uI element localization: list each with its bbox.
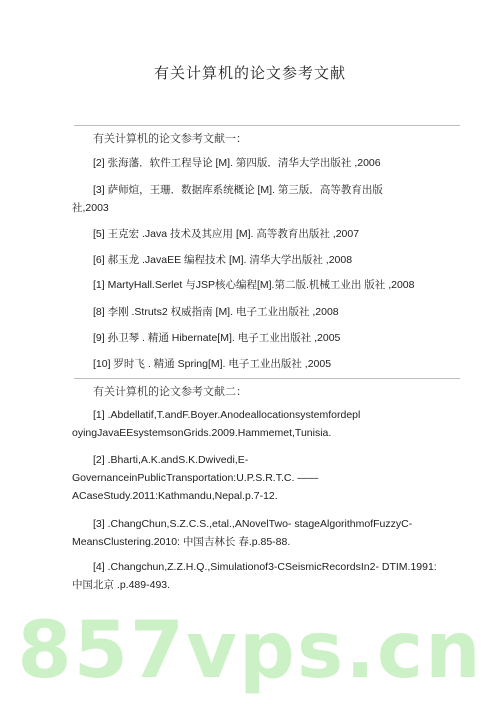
reference-entry <box>93 276 463 294</box>
reference-line: [3] 萨师煊，王珊．数据库系统概论 [M]. 第三版．高等教育出版 <box>93 184 383 196</box>
reference-entry <box>93 225 463 243</box>
divider-top <box>74 125 460 126</box>
reference-line: oyingJavaEEsystemsonGrids.2009.Hammemet,Tunisia. <box>72 427 332 439</box>
reference-entry <box>93 329 463 347</box>
page-title: 有关计算机的论文参考文献 <box>153 64 346 82</box>
reference-entry <box>72 181 463 217</box>
section-heading-2: 有关计算机的论文参考文献二： <box>93 385 247 398</box>
divider-middle <box>74 378 460 379</box>
reference-line: [5] 王克宏 .Java 技术及其应用 [M]. 高等教育出版社 ,2007 <box>93 228 360 240</box>
reference-line: GovernanceinPublicTransportation:U.P.S.R.T.C. —— <box>72 472 319 484</box>
reference-entry <box>72 406 463 442</box>
reference-line: [4] .Changchun,Z.Z.H.Q.,Simulationof3-CSeismicRecordsIn2- DTIM.1991: <box>93 561 437 573</box>
reference-entry <box>93 303 463 321</box>
reference-entry <box>72 451 463 505</box>
reference-line: 中国北京 .p.489-493. <box>72 579 171 591</box>
reference-line: [2] .Bharti,A.K.andS.K.Dwivedi,E- <box>93 454 249 466</box>
reference-line: [3] .ChangChun,S.Z.C.S.,etal.,ANovelTwo- stageAlgorithmofFuzzyC- <box>93 518 413 530</box>
reference-line: [1] MartyHall.Serlet 与JSP核心编程[M].第二版.机械工业出 版社 ,2008 <box>93 279 415 291</box>
reference-line: [9] 孙卫琴 . 精通 Hibernate[M]. 电子工业出版社 ,2005 <box>93 332 341 344</box>
reference-entry <box>72 558 463 594</box>
reference-line: ACaseStudy.2011:Kathmandu,Nepal.p.7-12. <box>72 490 278 502</box>
reference-entry <box>72 515 463 551</box>
reference-line: [6] 郝玉龙 .JavaEE 编程技术 [M]. 清华大学出版社 ,2008 <box>93 254 353 266</box>
reference-entry <box>93 355 463 373</box>
reference-entry <box>93 251 463 269</box>
reference-line: [10] 罗时飞 . 精通 Spring[M]. 电子工业出版社 ,2005 <box>93 358 332 370</box>
reference-line: [2] 张海藩．软件工程导论 [M]. 第四版．清华大学出版社 ,2006 <box>93 157 381 169</box>
reference-line: MeansClustering.2010: 中国吉林长 春.p.85-88. <box>72 536 291 548</box>
reference-line: [8] 李刚 .Struts2 权威指南 [M]. 电子工业出版社 ,2008 <box>93 306 339 318</box>
watermark: 857vps.cn <box>17 606 483 696</box>
section-heading-1: 有关计算机的论文参考文献一： <box>93 132 247 145</box>
reference-line: [1] .Abdellatif,T.andF.Boyer.Anodeallocationsystemfordepl <box>93 409 361 421</box>
reference-entry <box>93 154 463 172</box>
reference-line: 社,2003 <box>72 202 109 214</box>
